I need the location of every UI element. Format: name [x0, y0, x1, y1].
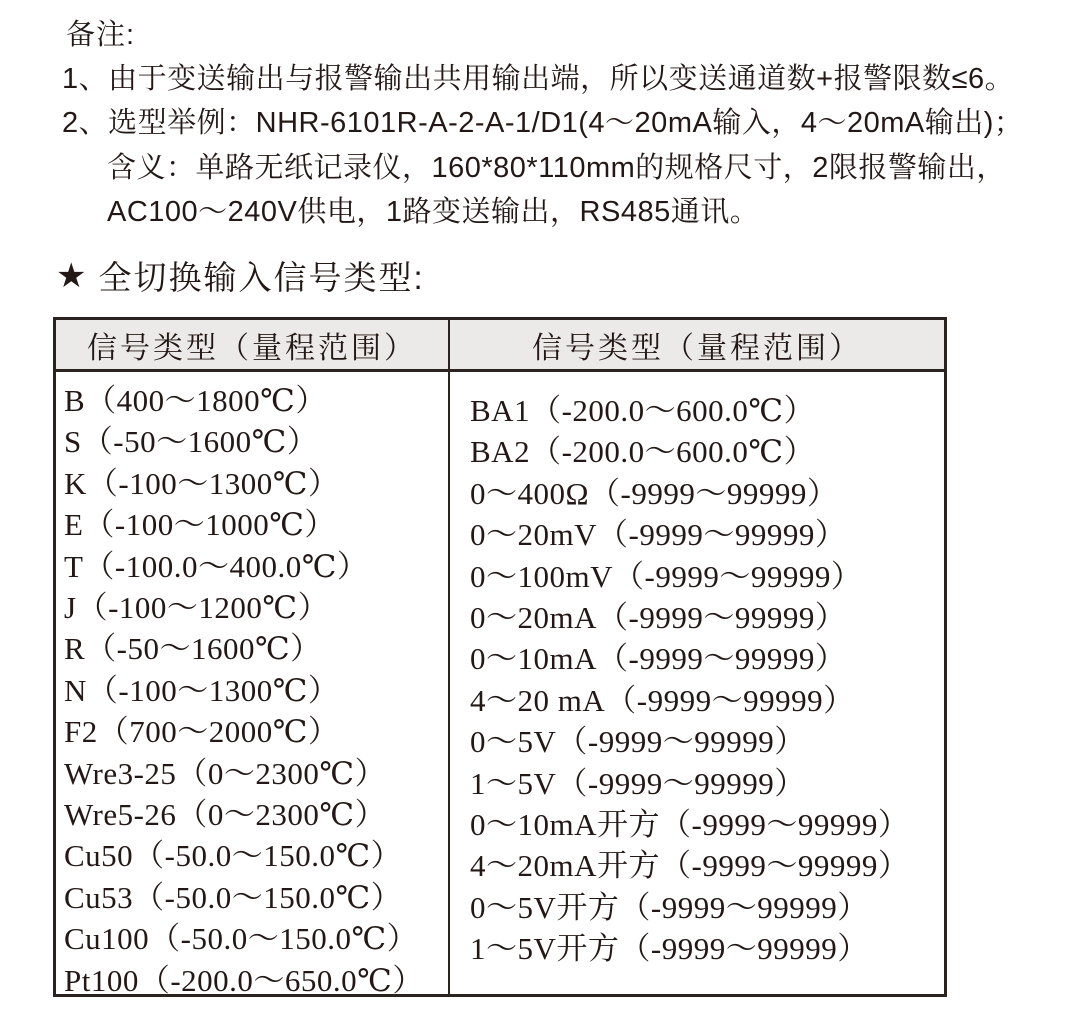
signal-row: 0～20mV（-9999～99999） [470, 517, 847, 553]
star-icon: ★ [56, 256, 89, 295]
signal-column-left [56, 372, 450, 994]
signal-row: Cu100（-50.0～150.0℃） [64, 921, 419, 957]
signal-row: N（-100～1300℃） [64, 672, 340, 708]
signal-row: BA2（-200.0～600.0℃） [470, 434, 816, 470]
signal-row: Wre3-25（0～2300℃） [64, 755, 387, 791]
signal-column-right [450, 372, 944, 994]
signal-row: 0～100mV（-9999～99999） [470, 558, 863, 594]
signal-row: K（-100～1300℃） [64, 465, 340, 501]
signal-row: Pt100（-200.0～650.0℃） [64, 962, 424, 994]
note-line-3: 含义：单路无纸记录仪，160*80*110mm的规格尺寸，2限报警输出， [107, 152, 1006, 184]
table-header-right: 信号类型（量程范围） [450, 320, 944, 372]
table-header-left: 信号类型（量程范围） [56, 320, 450, 372]
signal-row: J（-100～1200℃） [64, 590, 330, 626]
note-line-1: 1、由于变送输出与报警输出共用输出端，所以变送通道数+报警限数≤6。 [62, 63, 1015, 95]
signal-row: 0～10mA（-9999～99999） [470, 641, 847, 677]
section-heading [56, 252, 425, 299]
signal-row: S（-50～1600℃） [64, 424, 319, 460]
signal-row: 0～10mA开方（-9999～99999） [470, 807, 910, 843]
signal-row: 4～20mA开方（-9999～99999） [470, 848, 910, 884]
signal-row: Cu53（-50.0～150.0℃） [64, 879, 403, 915]
signal-row: Wre5-26（0～2300℃） [64, 797, 387, 833]
signal-row: E（-100～1000℃） [64, 507, 336, 543]
signal-row: 0～20mA（-9999～99999） [470, 600, 847, 636]
notes-title: 备注: [66, 19, 136, 51]
signal-row: F2（700～2000℃） [64, 714, 340, 750]
signal-row: Cu50（-50.0～150.0℃） [64, 838, 403, 874]
signal-row: 0～5V开方（-9999～99999） [470, 889, 869, 925]
signal-type-table [53, 317, 947, 997]
signal-row: 0～400Ω（-9999～99999） [470, 475, 839, 511]
signal-row: 4～20 mA（-9999～99999） [470, 682, 855, 718]
note-line-2: 2、选型举例：NHR-6101R-A-2-A-1/D1(4～20mA输入，4～20mA输出)； [62, 107, 1024, 139]
signal-row: 1～5V开方（-9999～99999） [470, 931, 869, 967]
signal-row: B（400～1800℃） [64, 383, 327, 418]
signal-row: 0～5V（-9999～99999） [470, 724, 806, 760]
signal-row: BA1（-200.0～600.0℃） [470, 393, 816, 428]
signal-row: T（-100.0～400.0℃） [64, 548, 369, 584]
section-title: 全切换输入信号类型: [98, 259, 425, 296]
signal-row: 1～5V（-9999～99999） [470, 765, 806, 801]
signal-row: R（-50～1600℃） [64, 631, 322, 667]
note-line-4: AC100～240V供电，1路变送输出，RS485通讯。 [107, 196, 760, 228]
